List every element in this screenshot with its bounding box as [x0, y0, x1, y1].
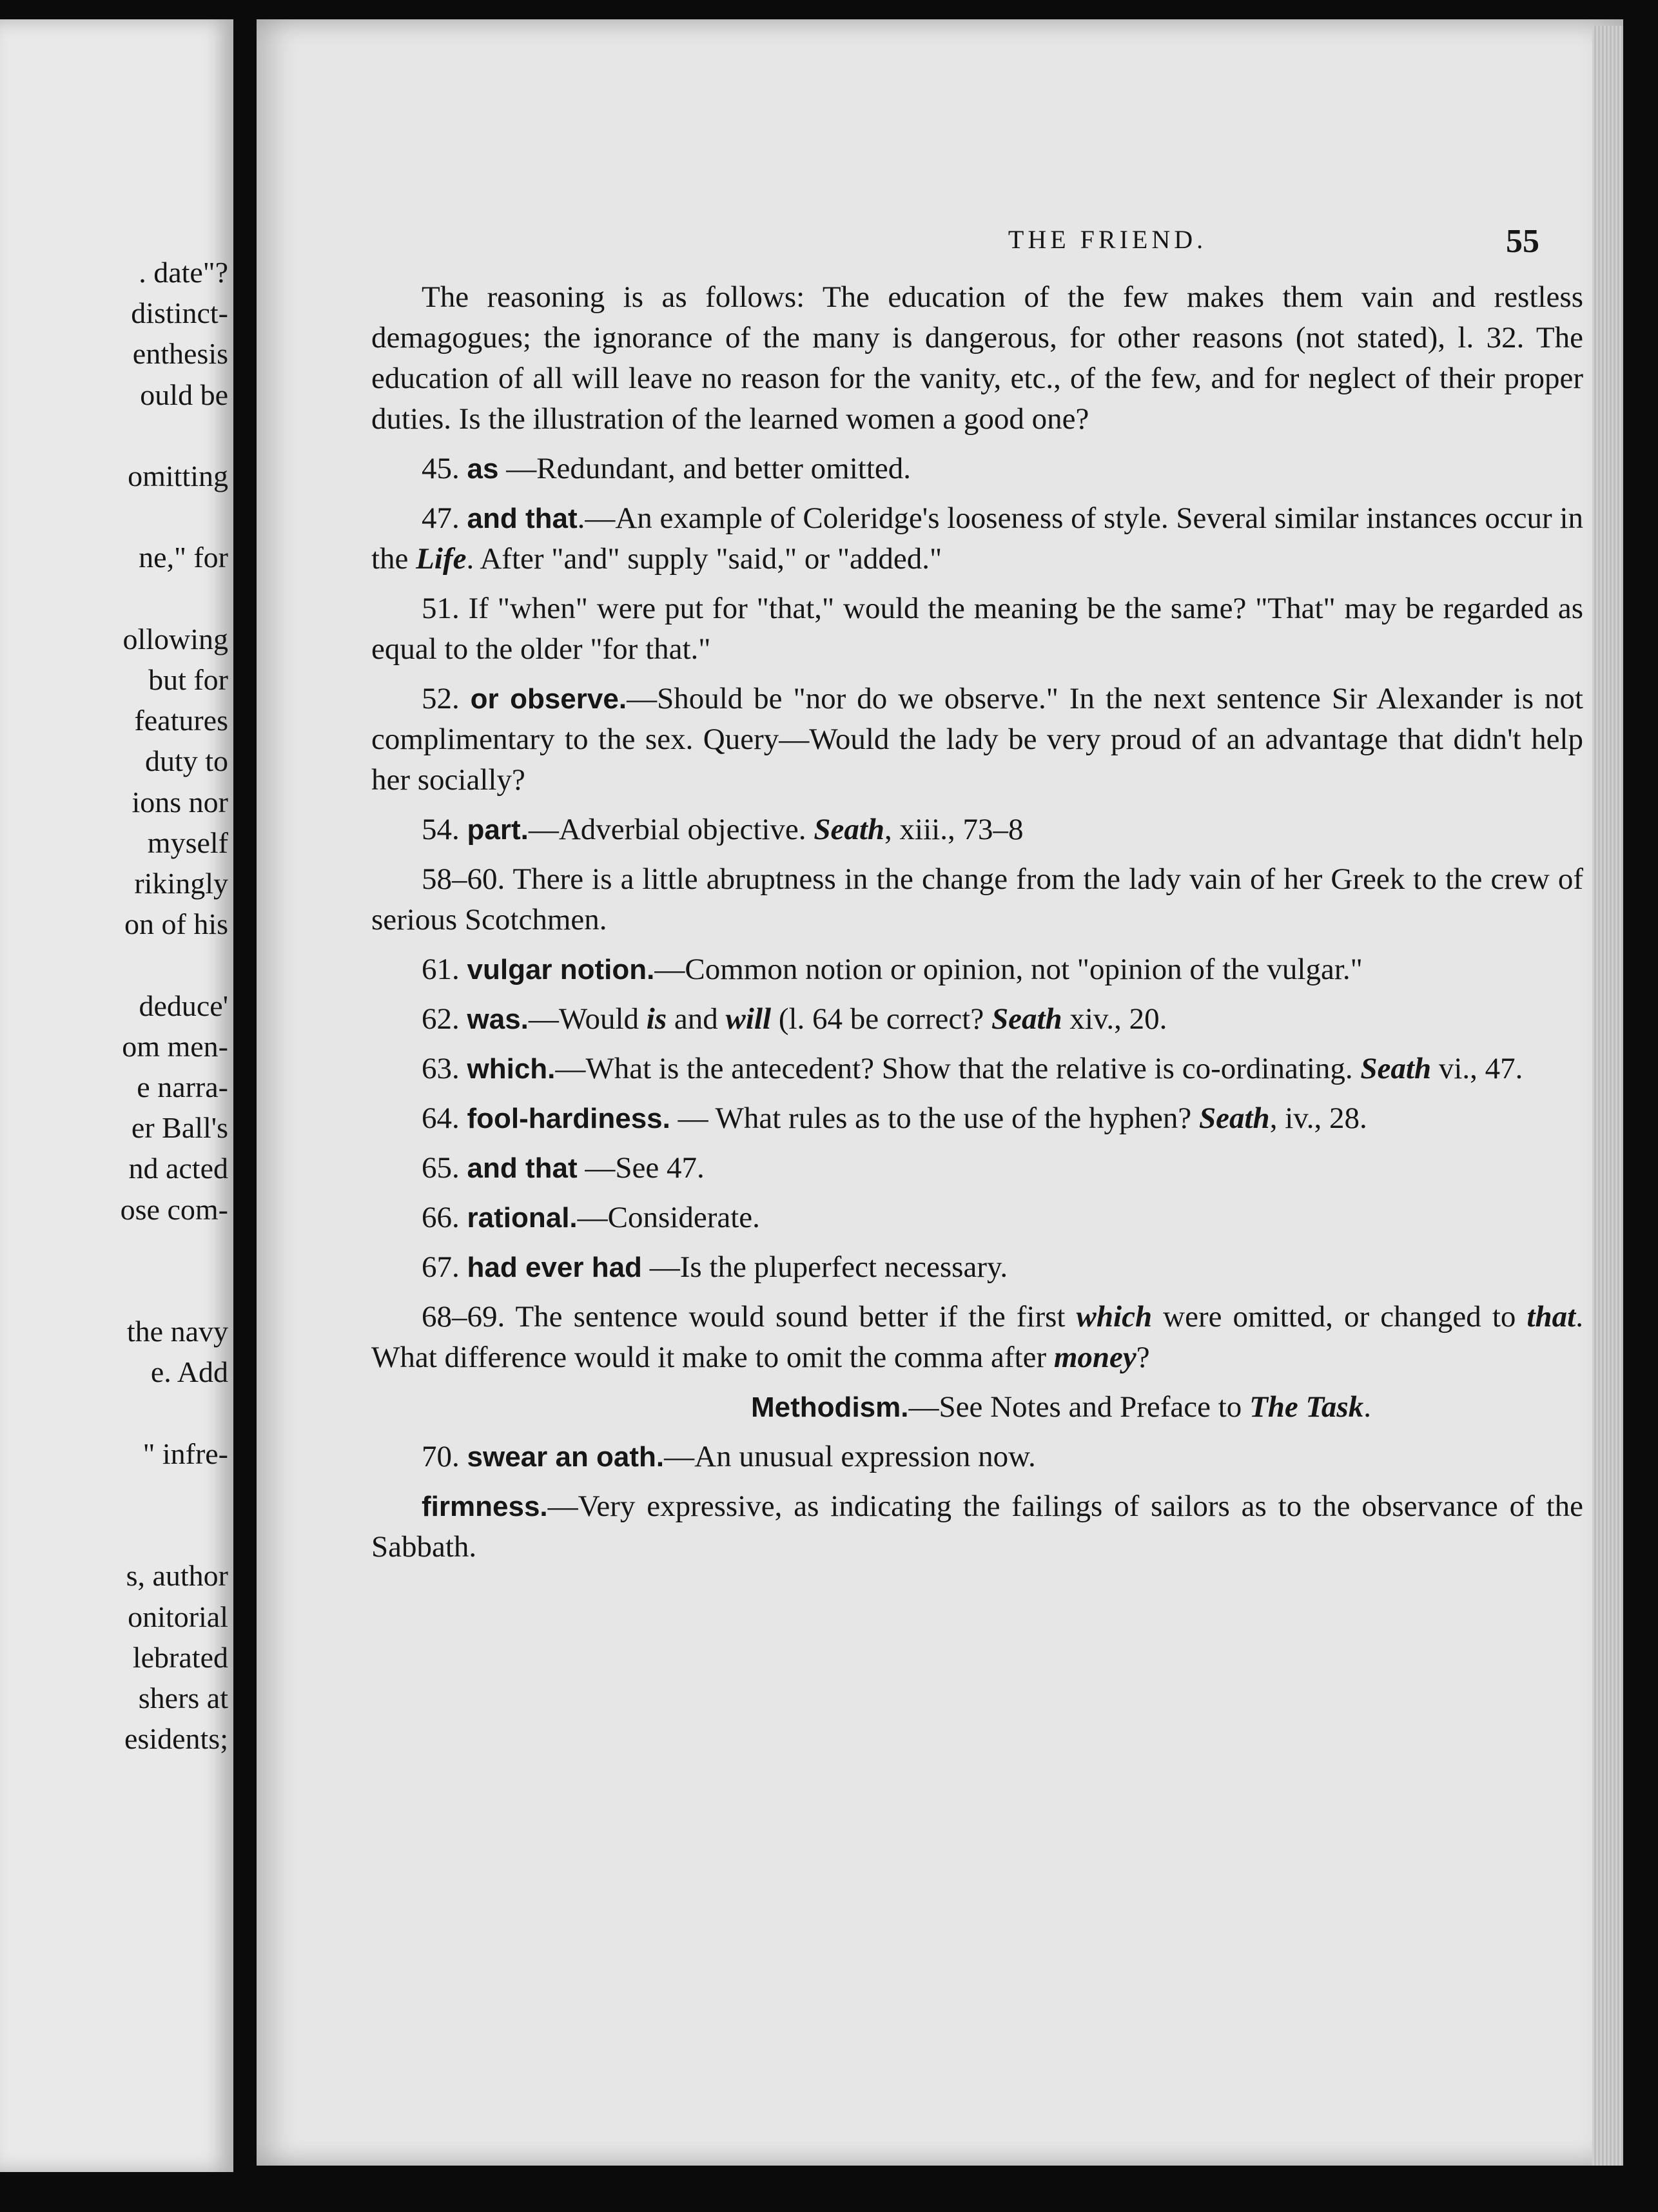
note-51: 51. If "when" were put for "that," would the meaning be the same? "That" may be regarded as equal to the older "for that.": [371, 592, 1583, 666]
note-keyword: fool-hardiness.: [467, 1103, 670, 1134]
note-text: —Should be "nor do we observe." In the next sentence Sir Alexander is not complimentary to the sex. Query—Would the lady be very proud of an advantage that didn't help her socially?: [371, 682, 1583, 797]
left-page-line: esidents;: [124, 1722, 228, 1756]
note-keyword: Methodism.: [751, 1392, 909, 1423]
citation-seath: Seath: [1360, 1052, 1432, 1085]
note-67: [371, 1247, 1583, 1288]
left-page-line: shers at: [138, 1682, 228, 1714]
left-page-line: ose com-: [120, 1192, 228, 1226]
note-keyword: part.: [467, 814, 529, 846]
note-text: —See Notes and Preface to: [908, 1390, 1250, 1424]
note-text: —Adverbial objective.: [528, 813, 814, 846]
note-text: —Very expressive, as indicating the failings of sailors as to the observance of the Sabbath.: [371, 1489, 1583, 1564]
note-number: 62.: [422, 1002, 460, 1036]
left-page-line: e narra-: [137, 1071, 228, 1103]
citation-seath: Seath: [814, 813, 885, 846]
left-page-line: s, author: [126, 1559, 228, 1593]
note-number: 45.: [422, 452, 460, 485]
left-page-line: myself: [147, 826, 228, 859]
citation-ref: , xiii., 73–8: [884, 813, 1024, 846]
note-number: 47.: [422, 501, 460, 535]
book-gutter: [233, 0, 257, 2212]
left-page-line: distinct-: [131, 296, 228, 330]
page-body: [371, 277, 1583, 1567]
note-text: and: [667, 1002, 726, 1036]
note-keyword: or observe.: [470, 683, 627, 715]
note-keyword: was.: [467, 1004, 529, 1035]
note-text: . After "and" supply "said," or "added.": [466, 542, 942, 576]
left-page-line: omitting: [128, 460, 228, 492]
left-page-line: ould be: [140, 378, 228, 411]
note-keyword: as: [467, 453, 499, 485]
left-page-line: enthesis: [132, 337, 228, 371]
note-text: were omitted, or changed to: [1152, 1300, 1527, 1334]
note-text: . What difference would it make to omit the comma after: [371, 1300, 1583, 1374]
note-number: 70.: [422, 1440, 460, 1473]
note-number: 52.: [422, 682, 460, 715]
note-number: 54.: [422, 813, 460, 846]
note-keyword: rational.: [467, 1202, 578, 1234]
facing-left-page: [0, 19, 233, 2172]
left-page-line: deduce': [139, 989, 228, 1022]
note-52: [371, 679, 1583, 800]
note-text: —See 47.: [577, 1151, 705, 1185]
note-italic: The Task: [1249, 1390, 1364, 1424]
page-edges: [1592, 26, 1623, 2166]
note-63: [371, 1049, 1583, 1089]
note-text: —Is the pluperfect necessary.: [641, 1250, 1008, 1284]
left-page-line: on of his: [124, 907, 228, 941]
note-keyword: and that: [467, 503, 578, 534]
note-text: —Considerate.: [577, 1201, 760, 1234]
note-text: —An unusual expression now.: [664, 1440, 1036, 1473]
note-number: 65.: [422, 1151, 460, 1185]
left-page-line: er Ball's: [131, 1111, 228, 1145]
note-number: 66.: [422, 1201, 460, 1234]
note-text: 68–69. The sentence would sound better if the first: [422, 1300, 1077, 1334]
note-italic: is: [646, 1002, 667, 1036]
note-62: [371, 999, 1583, 1040]
citation-seath: Seath: [991, 1002, 1062, 1036]
note-text: —Would: [528, 1002, 647, 1036]
left-page-line: onitorial: [128, 1600, 228, 1633]
note-54: [371, 810, 1583, 850]
note-keyword: vulgar notion.: [467, 954, 655, 985]
note-firmness: [371, 1486, 1583, 1567]
left-page-line: om men-: [122, 1029, 228, 1063]
note-text: — What rules as to the use of the hyphen?: [670, 1101, 1199, 1135]
note-70: [371, 1437, 1583, 1477]
left-page-line: ne," for: [139, 541, 228, 574]
page-number: 55: [1506, 223, 1539, 260]
note-text: —What is the antecedent? Show that the relative is co-ordinating.: [555, 1052, 1361, 1085]
left-page-line: the navy: [126, 1315, 228, 1348]
note-number: 63.: [422, 1052, 460, 1085]
left-page-line: nd acted: [128, 1152, 228, 1185]
note-66: [371, 1198, 1583, 1238]
note-45: [371, 449, 1583, 489]
left-page-line: features: [134, 704, 228, 737]
note-keyword: swear an oath.: [467, 1441, 665, 1473]
paragraph-reasoning: The reasoning is as follows: The education of the few makes them vain and restless demagogues; the ignorance of the many is dangerous, for other reasons (not stated), l. 32. The education of all will leave no reason for the vanity, etc., of the few, and for neglect of their proper duties. Is the illustration of the learned women a good one?: [371, 280, 1583, 436]
note-keyword: which.: [467, 1053, 556, 1085]
running-head: THE FRIEND.: [1008, 225, 1207, 254]
note-number: 64.: [422, 1101, 460, 1135]
note-italic: which: [1076, 1300, 1153, 1334]
citation-ref: xiv., 20.: [1062, 1002, 1167, 1036]
left-page-line: lebrated: [132, 1640, 228, 1674]
note-italic: Life: [416, 542, 467, 576]
left-page-line: e. Add: [150, 1355, 228, 1389]
right-page: [257, 19, 1623, 2166]
left-page-line: rikingly: [134, 867, 228, 900]
note-italic: will: [725, 1002, 772, 1036]
note-text: (l. 64 be correct?: [771, 1002, 991, 1036]
left-page-line: " infre-: [142, 1437, 228, 1470]
note-text: —Redundant, and better omitted.: [498, 452, 912, 485]
note-keyword: had ever had: [467, 1252, 642, 1283]
citation-seath: Seath: [1199, 1101, 1270, 1135]
note-methodism: Methodism.—See Notes and Preface to The Task.: [751, 1390, 1371, 1424]
left-page-line: ollowing: [122, 622, 228, 655]
note-58-60: 58–60. There is a little abruptness in the change from the lady vain of her Greek to the crew of serious Scotchmen.: [371, 862, 1583, 936]
note-68-69: [371, 1297, 1583, 1378]
citation-ref: , iv., 28.: [1269, 1101, 1367, 1135]
note-61: [371, 949, 1583, 990]
note-text: .—An example of Coleridge's looseness of style. Several similar instances occur in the: [371, 501, 1583, 576]
note-keyword: and that: [467, 1152, 578, 1184]
note-italic: money: [1053, 1341, 1136, 1374]
left-page-line: ions nor: [132, 785, 228, 819]
note-text: —Common notion or opinion, not "opinion of the vulgar.": [654, 953, 1363, 986]
note-keyword: firmness.: [422, 1491, 548, 1522]
left-page-line: but for: [148, 663, 228, 696]
left-page-line: . date"?: [139, 256, 228, 289]
note-number: 67.: [422, 1250, 460, 1284]
note-47: [371, 498, 1583, 579]
note-65: [371, 1148, 1583, 1188]
citation-ref: vi., 47.: [1431, 1052, 1523, 1085]
note-64: [371, 1098, 1583, 1139]
note-text: ?: [1136, 1341, 1150, 1374]
note-italic: that: [1526, 1300, 1576, 1334]
note-number: 61.: [422, 953, 460, 986]
left-page-line: duty to: [144, 744, 228, 778]
